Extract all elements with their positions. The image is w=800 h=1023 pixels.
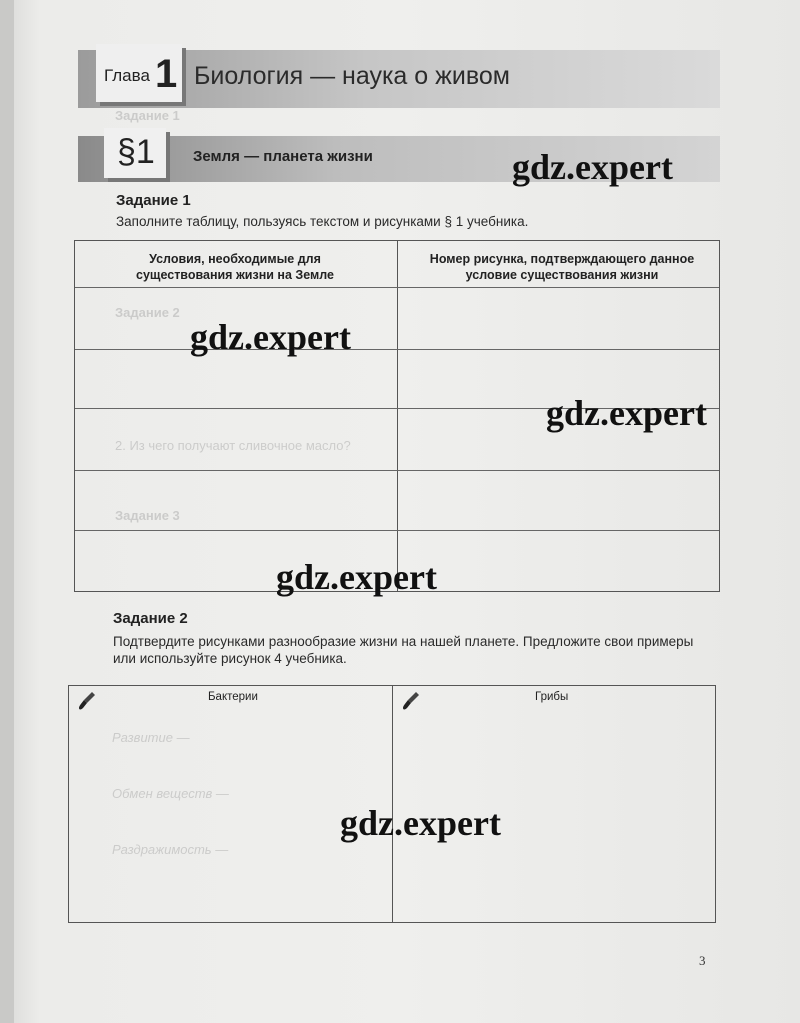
table-row-line <box>75 470 719 471</box>
task2-instructions: Подтвердите рисунками разнообразие жизни на нашей планете. Предложите свои примеры или используйте рисунок 4 учебника. <box>113 634 694 666</box>
page-number: 3 <box>699 953 706 968</box>
section-title: Земля — планета жизни <box>193 148 373 165</box>
chapter-number: 1 <box>155 52 178 96</box>
bleed-through: Задание 1 <box>115 108 180 123</box>
bacteria-label: Бактерии <box>208 691 258 703</box>
fungi-label: Грибы <box>535 691 569 703</box>
table-row-line <box>75 530 719 531</box>
page-spine <box>0 0 14 1023</box>
watermark: gdz.expert <box>190 317 351 357</box>
table-header-figure-number: Номер рисунка, подтверждающего данное условие существования жизни <box>429 252 695 282</box>
task1-instructions: Заполните таблицу, пользуясь текстом и рисунками § 1 учебника. <box>116 214 529 229</box>
table-header-conditions: Условия, необходимые для существования жизни на Земле <box>136 252 334 282</box>
bleed-through: Задание 3 <box>115 508 180 523</box>
watermark: gdz.expert <box>340 803 501 843</box>
table-row-line <box>75 287 719 288</box>
bleed-through: Задание 2 <box>115 305 180 320</box>
bleed-through: Развитие — <box>112 730 190 745</box>
bleed-through: Обмен веществ — <box>112 786 229 801</box>
task2-heading: Задание 2 <box>113 610 188 627</box>
watermark: gdz.expert <box>276 557 437 597</box>
chapter-label: Глава <box>104 66 150 85</box>
table-divider <box>397 241 398 591</box>
table-row-line <box>75 349 719 350</box>
bleed-through: 2. Из чего получают сливочное масло? <box>115 438 351 453</box>
brush-icon <box>77 690 97 712</box>
watermark: gdz.expert <box>512 147 673 187</box>
chapter-title: Биология — наука о живом <box>194 62 510 90</box>
bleed-through: Раздражимость — <box>112 842 229 857</box>
brush-icon <box>401 690 421 712</box>
watermark: gdz.expert <box>546 393 707 433</box>
task1-heading: Задание 1 <box>116 192 191 209</box>
section-number: §1 <box>117 133 155 171</box>
